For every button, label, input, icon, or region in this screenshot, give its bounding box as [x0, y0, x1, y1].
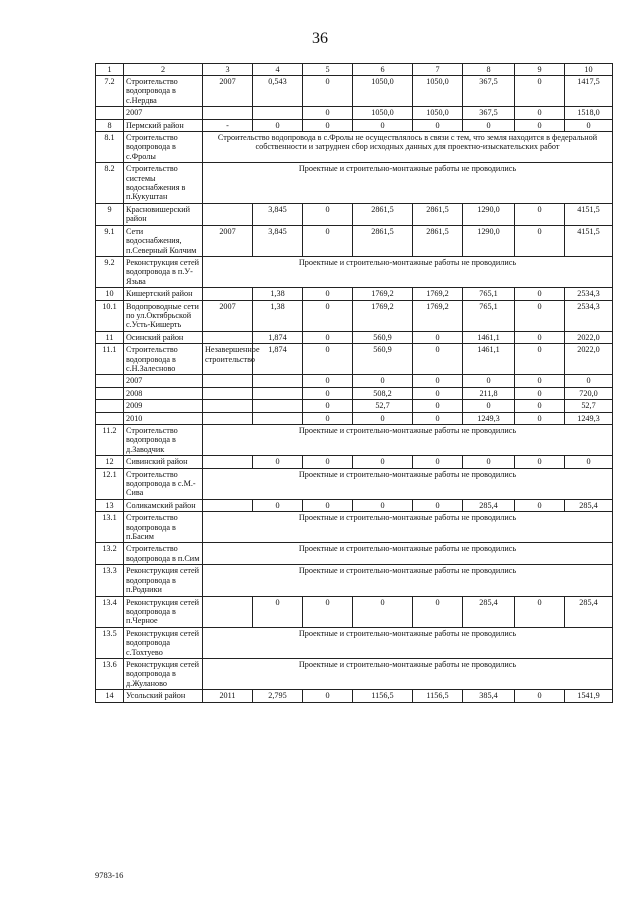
- table-cell: 0: [515, 387, 565, 399]
- table-cell: 0: [565, 119, 613, 131]
- table-cell: 10: [96, 288, 124, 300]
- column-header-row: [96, 64, 613, 76]
- table-row-note: [96, 565, 613, 596]
- table-cell: 1290,0: [463, 203, 515, 225]
- table-cell: 367,5: [463, 76, 515, 107]
- table-cell: [96, 412, 124, 424]
- table-cell: 0: [353, 412, 413, 424]
- table-cell: 52,7: [565, 400, 613, 412]
- table-cell: 285,4: [463, 596, 515, 627]
- table-cell: 0: [515, 412, 565, 424]
- table-cell: 0: [353, 375, 413, 387]
- table-cell: Строительство водопровода в с.Нердва: [124, 76, 203, 107]
- table-row-note: [96, 658, 613, 689]
- table-cell: 0: [303, 331, 353, 343]
- table-cell: 0,543: [253, 76, 303, 107]
- table-row: [96, 300, 613, 331]
- table-cell: 11.2: [96, 425, 124, 456]
- table-cell: 765,1: [463, 288, 515, 300]
- table-cell: 12.1: [96, 468, 124, 499]
- table-cell: Сети водоснабжения, п.Северный Колчим: [124, 225, 203, 256]
- table-cell: 0: [515, 203, 565, 225]
- table-cell: Строительство водопровода в д.Заводчик: [124, 425, 203, 456]
- table-cell: 2011: [203, 690, 253, 702]
- table-cell: 8: [96, 119, 124, 131]
- table-cell: 1050,0: [413, 76, 463, 107]
- table-cell: 14: [96, 690, 124, 702]
- table-cell: 13.1: [96, 512, 124, 543]
- table-cell: 0: [303, 596, 353, 627]
- table-row: [96, 107, 613, 119]
- table-cell: 2534,3: [565, 288, 613, 300]
- table-cell: 2534,3: [565, 300, 613, 331]
- table-cell: [253, 375, 303, 387]
- table-cell: 7.2: [96, 76, 124, 107]
- table-cell: 0: [303, 76, 353, 107]
- table-cell: Реконструкция сетей водопровода в п.У-Язьва: [124, 256, 203, 287]
- table-cell: 1290,0: [463, 225, 515, 256]
- table-cell: 2861,5: [353, 225, 413, 256]
- table-cell: [96, 387, 124, 399]
- table-row: [96, 690, 613, 702]
- table-cell: Водопроводные сети по ул.Октябрьской с.Усть-Кишерть: [124, 300, 203, 331]
- table-cell: 1769,2: [353, 300, 413, 331]
- table-cell: 0: [413, 456, 463, 468]
- column-header: 8: [463, 64, 515, 76]
- table-cell: Кишертский район: [124, 288, 203, 300]
- table-cell: 1461,1: [463, 331, 515, 343]
- table-cell: 560,9: [353, 344, 413, 375]
- table-cell: [253, 400, 303, 412]
- table-cell: 2007: [124, 107, 203, 119]
- column-header: 2: [124, 64, 203, 76]
- table-cell: 1050,0: [353, 107, 413, 119]
- table-cell: [203, 387, 253, 399]
- table-cell: 0: [515, 107, 565, 119]
- table-cell: 1417,5: [565, 76, 613, 107]
- table-cell: 1,874: [253, 344, 303, 375]
- table-cell: 13.4: [96, 596, 124, 627]
- table-cell: 13.5: [96, 627, 124, 658]
- column-header: 9: [515, 64, 565, 76]
- column-header: 3: [203, 64, 253, 76]
- column-header: 10: [565, 64, 613, 76]
- table-cell: 10.1: [96, 300, 124, 331]
- table-cell: 1,38: [253, 300, 303, 331]
- table-cell: 285,4: [565, 499, 613, 511]
- table-cell: 2008: [124, 387, 203, 399]
- table-cell: Проектные и строительно-монтажные работы не проводились: [203, 512, 613, 543]
- table-cell: 0: [515, 400, 565, 412]
- table-cell: 0: [413, 119, 463, 131]
- table-cell: Проектные и строительно-монтажные работы не проводились: [203, 425, 613, 456]
- table-row: [96, 375, 613, 387]
- table-cell: 2007: [124, 375, 203, 387]
- table-row: [96, 76, 613, 107]
- table-cell: 0: [515, 225, 565, 256]
- page-number: 36: [312, 30, 328, 47]
- table-cell: 0: [463, 119, 515, 131]
- table-cell: 3,845: [253, 203, 303, 225]
- table-cell: 560,9: [353, 331, 413, 343]
- table-row-note: [96, 468, 613, 499]
- table-cell: 52,7: [353, 400, 413, 412]
- table-cell: -: [203, 119, 253, 131]
- table-cell: 211,8: [463, 387, 515, 399]
- table-cell: Проектные и строительно-монтажные работы не проводились: [203, 627, 613, 658]
- table-cell: 508,2: [353, 387, 413, 399]
- table-cell: 0: [253, 499, 303, 511]
- table-cell: 0: [253, 119, 303, 131]
- table-cell: Пермский район: [124, 119, 203, 131]
- table-cell: 0: [303, 203, 353, 225]
- table-cell: 0: [303, 375, 353, 387]
- table-row: [96, 456, 613, 468]
- table-cell: 2022,0: [565, 331, 613, 343]
- table-cell: 0: [515, 456, 565, 468]
- table-cell: 1050,0: [413, 107, 463, 119]
- table-cell: Осинский район: [124, 331, 203, 343]
- table-cell: 0: [515, 331, 565, 343]
- table-cell: [203, 331, 253, 343]
- table-cell: Проектные и строительно-монтажные работы не проводились: [203, 543, 613, 565]
- table-row-note: [96, 543, 613, 565]
- table-cell: 0: [303, 225, 353, 256]
- table-cell: Проектные и строительно-монтажные работы не проводились: [203, 163, 613, 204]
- table-cell: 2022,0: [565, 344, 613, 375]
- table-cell: Реконструкция сетей водопровода в п.Родники: [124, 565, 203, 596]
- table-cell: Проектные и строительно-монтажные работы не проводились: [203, 468, 613, 499]
- table-cell: 0: [353, 119, 413, 131]
- column-header: 1: [96, 64, 124, 76]
- table-row: [96, 331, 613, 343]
- table-cell: 0: [413, 400, 463, 412]
- table-row: [96, 499, 613, 511]
- table-cell: 12: [96, 456, 124, 468]
- table-cell: 1050,0: [353, 76, 413, 107]
- table-cell: 0: [353, 499, 413, 511]
- table-cell: Строительство водопровода в п.Басим: [124, 512, 203, 543]
- table-cell: [203, 412, 253, 424]
- table-cell: 0: [303, 107, 353, 119]
- table-row: [96, 344, 613, 375]
- table-cell: 0: [413, 344, 463, 375]
- table-cell: 0: [303, 690, 353, 702]
- table-cell: 0: [303, 300, 353, 331]
- table-cell: 285,4: [463, 499, 515, 511]
- water-supply-table: [95, 63, 613, 703]
- table-cell: [203, 107, 253, 119]
- table-cell: 0: [413, 375, 463, 387]
- table-cell: 720,0: [565, 387, 613, 399]
- table-cell: 8.1: [96, 132, 124, 163]
- table-cell: 0: [565, 375, 613, 387]
- table-cell: 1518,0: [565, 107, 613, 119]
- table-cell: Усольский район: [124, 690, 203, 702]
- table-cell: 0: [515, 596, 565, 627]
- table-row: [96, 288, 613, 300]
- table-cell: 9.1: [96, 225, 124, 256]
- table-cell: [203, 596, 253, 627]
- table-cell: 0: [565, 456, 613, 468]
- table-cell: 2007: [203, 76, 253, 107]
- table-cell: 0: [413, 387, 463, 399]
- table-cell: 2861,5: [413, 203, 463, 225]
- table-cell: Строительство водопровода в с.Фролы не осуществлялось в связи с тем, что земля находится в федеральной собственности и затруднен сбор исходных данных для проектно-изыскательских работ: [203, 132, 613, 163]
- table-cell: [253, 412, 303, 424]
- table-cell: 2,795: [253, 690, 303, 702]
- table-cell: [203, 456, 253, 468]
- table-row: [96, 596, 613, 627]
- column-header: 5: [303, 64, 353, 76]
- data-table-wrapper: [95, 63, 612, 703]
- column-header: 7: [413, 64, 463, 76]
- table-cell: 3,845: [253, 225, 303, 256]
- table-row: [96, 400, 613, 412]
- table-cell: Строительство водопровода в с.Н.Залесново: [124, 344, 203, 375]
- table-cell: 0: [515, 344, 565, 375]
- table-cell: 1769,2: [413, 300, 463, 331]
- table-cell: 0: [253, 596, 303, 627]
- table-cell: 2007: [203, 300, 253, 331]
- table-cell: 0: [413, 596, 463, 627]
- table-cell: 2010: [124, 412, 203, 424]
- table-row: [96, 387, 613, 399]
- table-cell: 13.2: [96, 543, 124, 565]
- table-cell: 0: [303, 119, 353, 131]
- table-cell: 765,1: [463, 300, 515, 331]
- table-cell: 8.2: [96, 163, 124, 204]
- table-cell: 0: [253, 456, 303, 468]
- table-cell: Реконструкция сетей водопровода в п.Черное: [124, 596, 203, 627]
- table-row: [96, 412, 613, 424]
- table-cell: 1541,9: [565, 690, 613, 702]
- table-cell: 0: [303, 344, 353, 375]
- table-cell: 385,4: [463, 690, 515, 702]
- table-cell: [253, 107, 303, 119]
- table-cell: [96, 107, 124, 119]
- table-cell: 0: [515, 300, 565, 331]
- table-cell: 0: [515, 375, 565, 387]
- table-cell: 0: [515, 76, 565, 107]
- table-cell: 0: [515, 119, 565, 131]
- table-cell: [253, 387, 303, 399]
- table-row-note: [96, 425, 613, 456]
- table-cell: 1156,5: [413, 690, 463, 702]
- table-cell: Красновишерский район: [124, 203, 203, 225]
- table-cell: 0: [303, 456, 353, 468]
- table-cell: 13: [96, 499, 124, 511]
- column-header: 6: [353, 64, 413, 76]
- table-cell: 0: [303, 288, 353, 300]
- table-cell: 0: [413, 499, 463, 511]
- table-cell: 0: [463, 400, 515, 412]
- table-cell: [203, 400, 253, 412]
- table-row-note: [96, 256, 613, 287]
- table-cell: 9.2: [96, 256, 124, 287]
- table-cell: 13.6: [96, 658, 124, 689]
- table-row-note: [96, 627, 613, 658]
- table-cell: 1249,3: [565, 412, 613, 424]
- table-cell: [96, 375, 124, 387]
- table-cell: Строительство водопровода в с.М.-Сива: [124, 468, 203, 499]
- table-cell: 0: [515, 288, 565, 300]
- table-cell: 4151,5: [565, 203, 613, 225]
- table-row-note: [96, 512, 613, 543]
- table-cell: [203, 499, 253, 511]
- table-cell: 2861,5: [353, 203, 413, 225]
- table-cell: Незавершенное строительство: [203, 344, 253, 375]
- table-cell: 2007: [203, 225, 253, 256]
- table-cell: [203, 203, 253, 225]
- table-cell: 0: [353, 596, 413, 627]
- table-cell: 0: [413, 331, 463, 343]
- table-cell: 2861,5: [413, 225, 463, 256]
- table-cell: Проектные и строительно-монтажные работы не проводились: [203, 565, 613, 596]
- table-cell: Сивинский район: [124, 456, 203, 468]
- table-cell: 9: [96, 203, 124, 225]
- table-cell: Строительство водопровода в п.Сим: [124, 543, 203, 565]
- table-cell: 4151,5: [565, 225, 613, 256]
- table-cell: Строительство водопровода в с.Фролы: [124, 132, 203, 163]
- table-cell: 11.1: [96, 344, 124, 375]
- table-cell: 0: [515, 499, 565, 511]
- table-row-note: [96, 163, 613, 204]
- table-cell: Реконструкция сетей водопровода в д.Жуланово: [124, 658, 203, 689]
- table-cell: 0: [303, 387, 353, 399]
- table-cell: 0: [353, 456, 413, 468]
- table-cell: Реконструкция сетей водопровода с.Тохтуево: [124, 627, 203, 658]
- table-cell: 285,4: [565, 596, 613, 627]
- table-cell: Проектные и строительно-монтажные работы не проводились: [203, 256, 613, 287]
- table-row-note: [96, 132, 613, 163]
- table-cell: 1769,2: [353, 288, 413, 300]
- table-cell: 1,38: [253, 288, 303, 300]
- table-cell: Соликамский район: [124, 499, 203, 511]
- table-row: [96, 203, 613, 225]
- table-body: [96, 64, 613, 703]
- table-cell: 0: [303, 499, 353, 511]
- table-cell: 11: [96, 331, 124, 343]
- table-cell: 1769,2: [413, 288, 463, 300]
- table-cell: 0: [463, 375, 515, 387]
- column-header: 4: [253, 64, 303, 76]
- table-cell: 0: [515, 690, 565, 702]
- table-cell: [203, 375, 253, 387]
- table-cell: 0: [413, 412, 463, 424]
- table-cell: 1,874: [253, 331, 303, 343]
- table-cell: 1156,5: [353, 690, 413, 702]
- table-row: [96, 119, 613, 131]
- table-cell: [96, 400, 124, 412]
- table-cell: 367,5: [463, 107, 515, 119]
- table-cell: Строительство системы водоснабжения в п.Кукуштан: [124, 163, 203, 204]
- table-cell: 0: [303, 412, 353, 424]
- table-cell: Проектные и строительно-монтажные работы не проводились: [203, 658, 613, 689]
- table-cell: 1249,3: [463, 412, 515, 424]
- table-cell: 0: [463, 456, 515, 468]
- table-row: [96, 225, 613, 256]
- table-cell: 0: [303, 400, 353, 412]
- table-cell: 1461,1: [463, 344, 515, 375]
- footer-code: 9783-16: [95, 870, 124, 880]
- table-cell: 2009: [124, 400, 203, 412]
- table-cell: [203, 288, 253, 300]
- table-cell: 13.3: [96, 565, 124, 596]
